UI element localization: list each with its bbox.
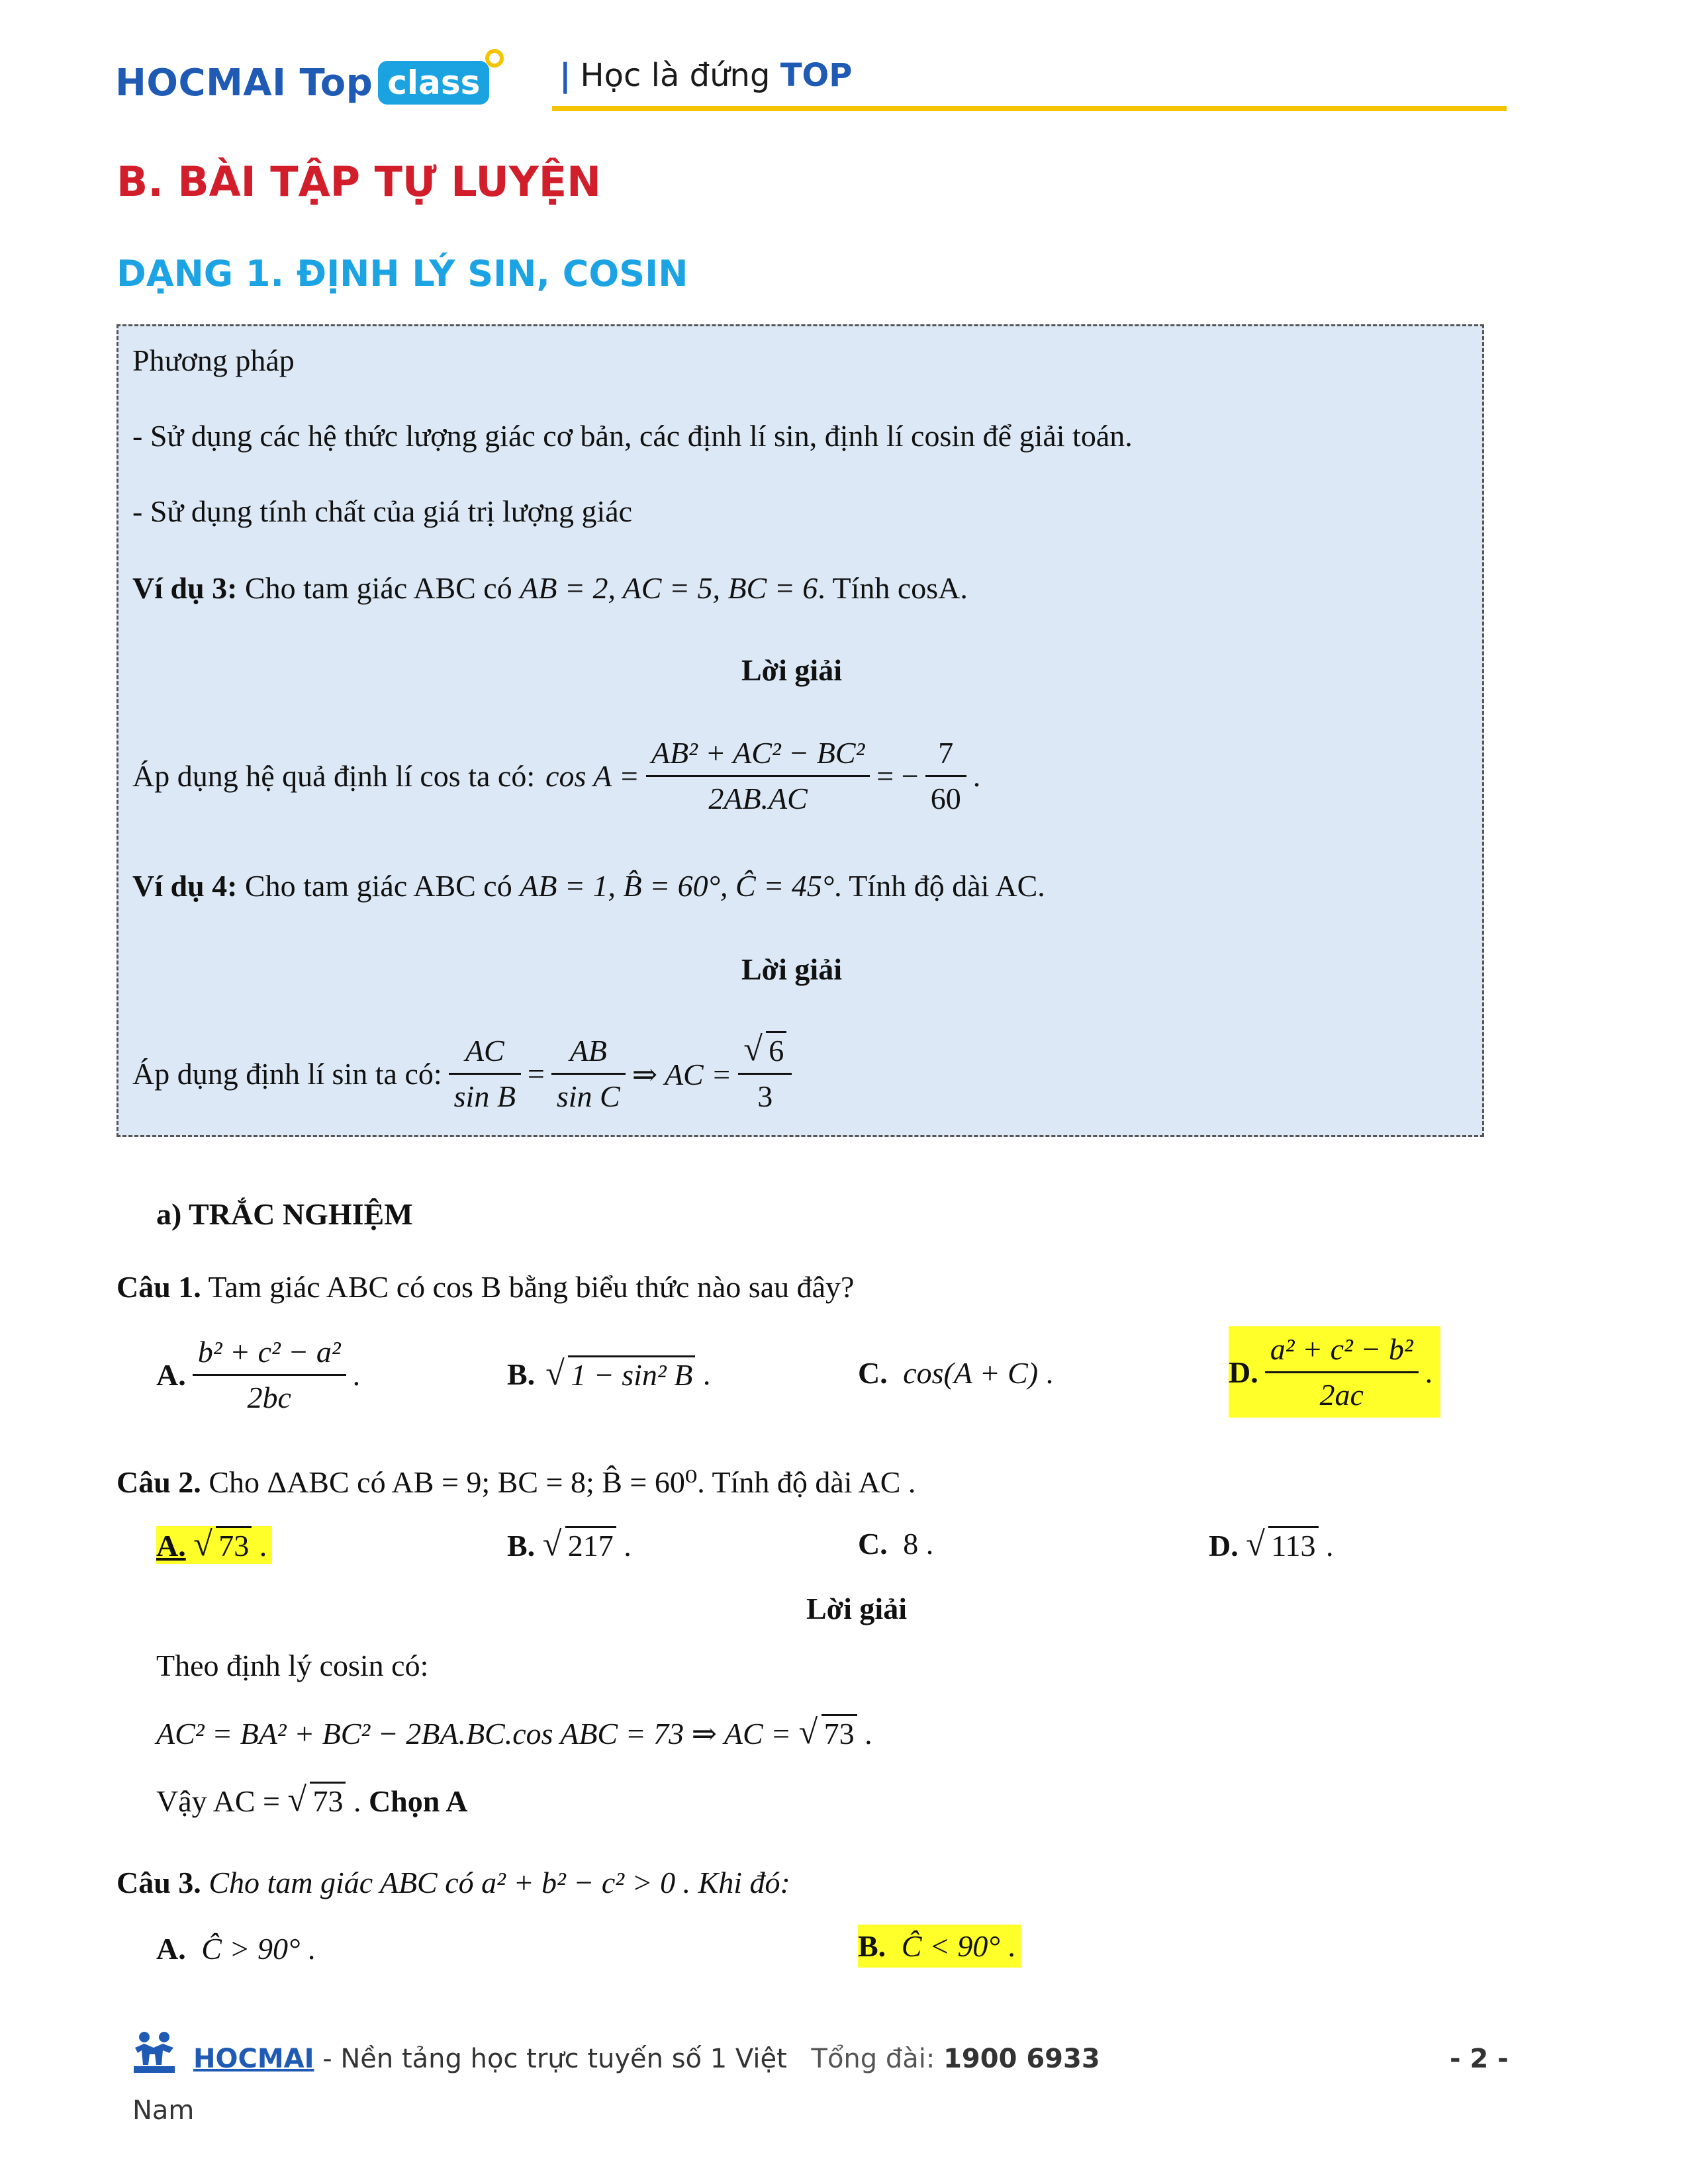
- header-tagline: [559, 57, 852, 94]
- example-4-text: Cho tam giác ABC có: [244, 869, 512, 903]
- example-4-f2-num: AB: [551, 1029, 626, 1075]
- header-divider: [552, 106, 1507, 111]
- example-3-res-den: 60: [930, 782, 961, 815]
- example-4-res-num: √ 6: [738, 1029, 792, 1075]
- logo-badge-text: class: [387, 64, 481, 102]
- example-4-eq: =: [527, 1057, 545, 1091]
- q2-option-d[interactable]: D. √ 113 .: [1209, 1525, 1334, 1563]
- example-4-f1-num: AC: [449, 1029, 521, 1075]
- q1-option-c-expr: cos(A + C): [903, 1356, 1039, 1390]
- q2-option-c-value: 8: [903, 1527, 919, 1561]
- method-point-2: - Sử dụng tính chất của giá trị lượng giác: [132, 494, 633, 528]
- q1-option-a-num: b² + c² − a²: [193, 1330, 346, 1376]
- q1-option-b-radicand: 1 − sin² B: [568, 1355, 695, 1393]
- example-3-solution: [132, 731, 980, 821]
- example-3-result: [925, 731, 966, 821]
- hocmai-topclass-logo: [115, 53, 489, 113]
- example-4-solution-title: Lời giải: [741, 952, 842, 986]
- question-1-text: Tam giác ABC có cos B bằng biểu thức nào sau đây?: [208, 1270, 855, 1304]
- q3-option-a[interactable]: A. Ĉ > 90° .: [156, 1932, 316, 1966]
- example-3-frac-num: AB² + AC² − BC²: [646, 731, 870, 777]
- q1-option-a[interactable]: A. $\frac{\text{b² + c² − a²}}{2bc}$ .: [156, 1330, 360, 1420]
- question-3: [117, 1865, 790, 1900]
- question-3-label: Câu 3.: [117, 1866, 201, 1899]
- q3-option-b-expr: Ĉ < 90°: [901, 1929, 1000, 1963]
- example-4-solution: [132, 1029, 798, 1118]
- q2-option-c[interactable]: C. 8 .: [858, 1527, 934, 1561]
- example-4-f2-den: sin C: [556, 1079, 620, 1113]
- q1-option-c[interactable]: C. cos(A + C) .: [858, 1356, 1054, 1390]
- q1-option-c-key: C.: [858, 1356, 888, 1390]
- q1-option-d-frac: [1265, 1328, 1419, 1417]
- example-4-ask: . Tính độ dài AC.: [834, 869, 1045, 903]
- question-1-label: Câu 1.: [117, 1270, 201, 1304]
- example-4-res-den: 3: [757, 1079, 773, 1113]
- example-3-eq: = −: [876, 759, 919, 793]
- question-2-text: Cho ΔABC có AB = 9; BC = 8; B̂ = 60⁰. Tính độ dài AC .: [209, 1465, 916, 1499]
- q2-option-b-value: 217: [565, 1526, 616, 1564]
- q3-option-b-key: B.: [858, 1929, 886, 1963]
- q1-option-d-den: 2ac: [1319, 1377, 1364, 1412]
- q2-option-d-key: D.: [1209, 1529, 1239, 1563]
- example-4-f1-den: sin B: [453, 1079, 516, 1113]
- example-3-ask: . Tính cosA.: [818, 571, 968, 605]
- example-3-solution-title: Lời giải: [741, 653, 842, 687]
- q1-option-d-key: D.: [1229, 1355, 1258, 1389]
- q2-solution-line-3: Vậy AC = √ 73 . Chọn A: [156, 1781, 468, 1819]
- mcq-title: a) TRẮC NGHIỆM: [156, 1197, 413, 1231]
- footer-tel: 1900 6933: [943, 2044, 1100, 2074]
- tagline-strong: TOP: [780, 57, 853, 94]
- example-4-line: [132, 868, 1045, 903]
- q3-option-a-expr: Ĉ > 90°: [201, 1932, 301, 1966]
- example-3-res-num: 7: [925, 731, 966, 777]
- logo-badge: [378, 61, 489, 105]
- q2-conclusion-root: 73: [310, 1782, 346, 1819]
- q2-solution-root: 73: [821, 1714, 857, 1752]
- example-3-line: [132, 570, 968, 606]
- example-4-solution-text: Áp dụng định lí sin ta có:: [132, 1057, 442, 1091]
- q2-solution-line-1: Theo định lý cosin có:: [156, 1649, 429, 1682]
- q3-option-a-key: A.: [156, 1932, 186, 1966]
- example-3-given: AB = 2, AC = 5, BC = 6: [520, 571, 818, 605]
- method-point-1: - Sử dụng các hệ thức lượng giác cơ bản, các định lí sin, định lí cosin để giải toán.: [132, 419, 1133, 453]
- q1-option-b-key: B.: [507, 1357, 536, 1391]
- logo-main-text: HOCMAI Top: [115, 61, 373, 105]
- q1-option-a-frac: [193, 1330, 346, 1420]
- page-number: - 2 -: [1450, 2044, 1509, 2074]
- footer-text: [193, 2044, 1100, 2074]
- q2-solution-line-2: AC² = BA² + BC² − 2BA.BC.cos ABC = 73 ⇒ AC = √ 73 .: [156, 1713, 872, 1751]
- q2-solution-sqrt: √ 73: [799, 1714, 857, 1752]
- section-title: B. BÀI TẬP TỰ LUYỆN: [117, 158, 602, 206]
- example-4-label: Ví dụ 4:: [132, 869, 238, 903]
- question-2-label: Câu 2.: [117, 1465, 201, 1499]
- q2-choice: Chọn A: [368, 1784, 468, 1818]
- q2-conclusion-sqrt: √ 73: [287, 1782, 346, 1819]
- q1-option-b-sqrt: √ 1 − sin² B: [545, 1355, 695, 1393]
- q2-option-b-sqrt: √ 217: [543, 1526, 616, 1564]
- example-4-implies: ⇒ AC =: [632, 1057, 732, 1091]
- example-3-text: Cho tam giác ABC có: [244, 571, 512, 605]
- question-3-text: Cho tam giác ABC có a² + b² − c² > 0 . Khi đó:: [209, 1866, 790, 1899]
- question-2: [117, 1464, 915, 1500]
- q2-option-a-key: A.: [156, 1529, 186, 1563]
- q2-option-d-value: 113: [1268, 1526, 1318, 1564]
- q1-option-d[interactable]: D. $\frac{\text{a² + c² − b²}}{2ac}$ .: [1229, 1326, 1440, 1418]
- example-4-frac-1: [449, 1029, 521, 1118]
- q1-option-a-den: 2bc: [247, 1381, 291, 1414]
- q1-option-b[interactable]: B. √ 1 − sin² B .: [507, 1355, 711, 1392]
- question-1: [117, 1269, 854, 1304]
- q2-option-a-value: 73: [216, 1526, 252, 1564]
- example-3-fraction: [646, 731, 870, 821]
- q2-option-a-sqrt: √ 73: [193, 1526, 252, 1564]
- q2-option-a[interactable]: A. √ 73 .: [156, 1526, 272, 1564]
- q2-solution-conclusion: Vậy AC =: [156, 1784, 280, 1818]
- hocmai-footer-logo: [130, 2028, 179, 2074]
- q3-option-b[interactable]: B. Ĉ < 90° .: [858, 1925, 1021, 1968]
- q1-option-a-key: A.: [156, 1358, 186, 1392]
- example-4-frac-2: [551, 1029, 626, 1118]
- q2-solution-title: Lời giải: [806, 1592, 907, 1625]
- q2-solution-formula: AC² = BA² + BC² − 2BA.BC.cos ABC = 73 ⇒ AC =: [156, 1717, 792, 1751]
- q2-option-d-sqrt: √ 113: [1246, 1526, 1318, 1564]
- sun-icon: [485, 49, 504, 68]
- footer-wrap-text: Nam: [132, 2095, 195, 2126]
- example-3-label: Ví dụ 3:: [132, 571, 238, 605]
- q1-option-d-num: a² + c² − b²: [1265, 1328, 1419, 1373]
- subsection-title: DẠNG 1. ĐỊNH LÝ SIN, COSIN: [117, 253, 688, 295]
- example-3-solution-text: Áp dụng hệ quả định lí cos ta có:: [132, 759, 536, 793]
- example-3-frac-den: 2AB.AC: [708, 782, 808, 815]
- example-3-end: .: [972, 759, 981, 793]
- footer-slogan: - Nền tảng học trực tuyến số 1 Việt: [322, 2044, 787, 2074]
- q2-option-b[interactable]: B. √ 217 .: [507, 1525, 632, 1563]
- method-heading: Phương pháp: [132, 343, 295, 377]
- footer-brand-link[interactable]: HOCMAI: [193, 2044, 314, 2074]
- q2-option-c-key: C.: [858, 1527, 888, 1561]
- example-4-given: AB = 1, B̂ = 60°, Ĉ = 45°: [520, 869, 835, 903]
- example-3-lhs: cos A =: [545, 759, 639, 793]
- example-4-result: [738, 1029, 792, 1118]
- tagline-text: Học là đứng: [580, 57, 771, 94]
- tagline-bar: |: [559, 57, 571, 94]
- q2-option-b-key: B.: [507, 1529, 536, 1563]
- footer-tel-label: Tổng đài:: [811, 2044, 935, 2074]
- example-4-res-radicand: 6: [766, 1031, 786, 1069]
